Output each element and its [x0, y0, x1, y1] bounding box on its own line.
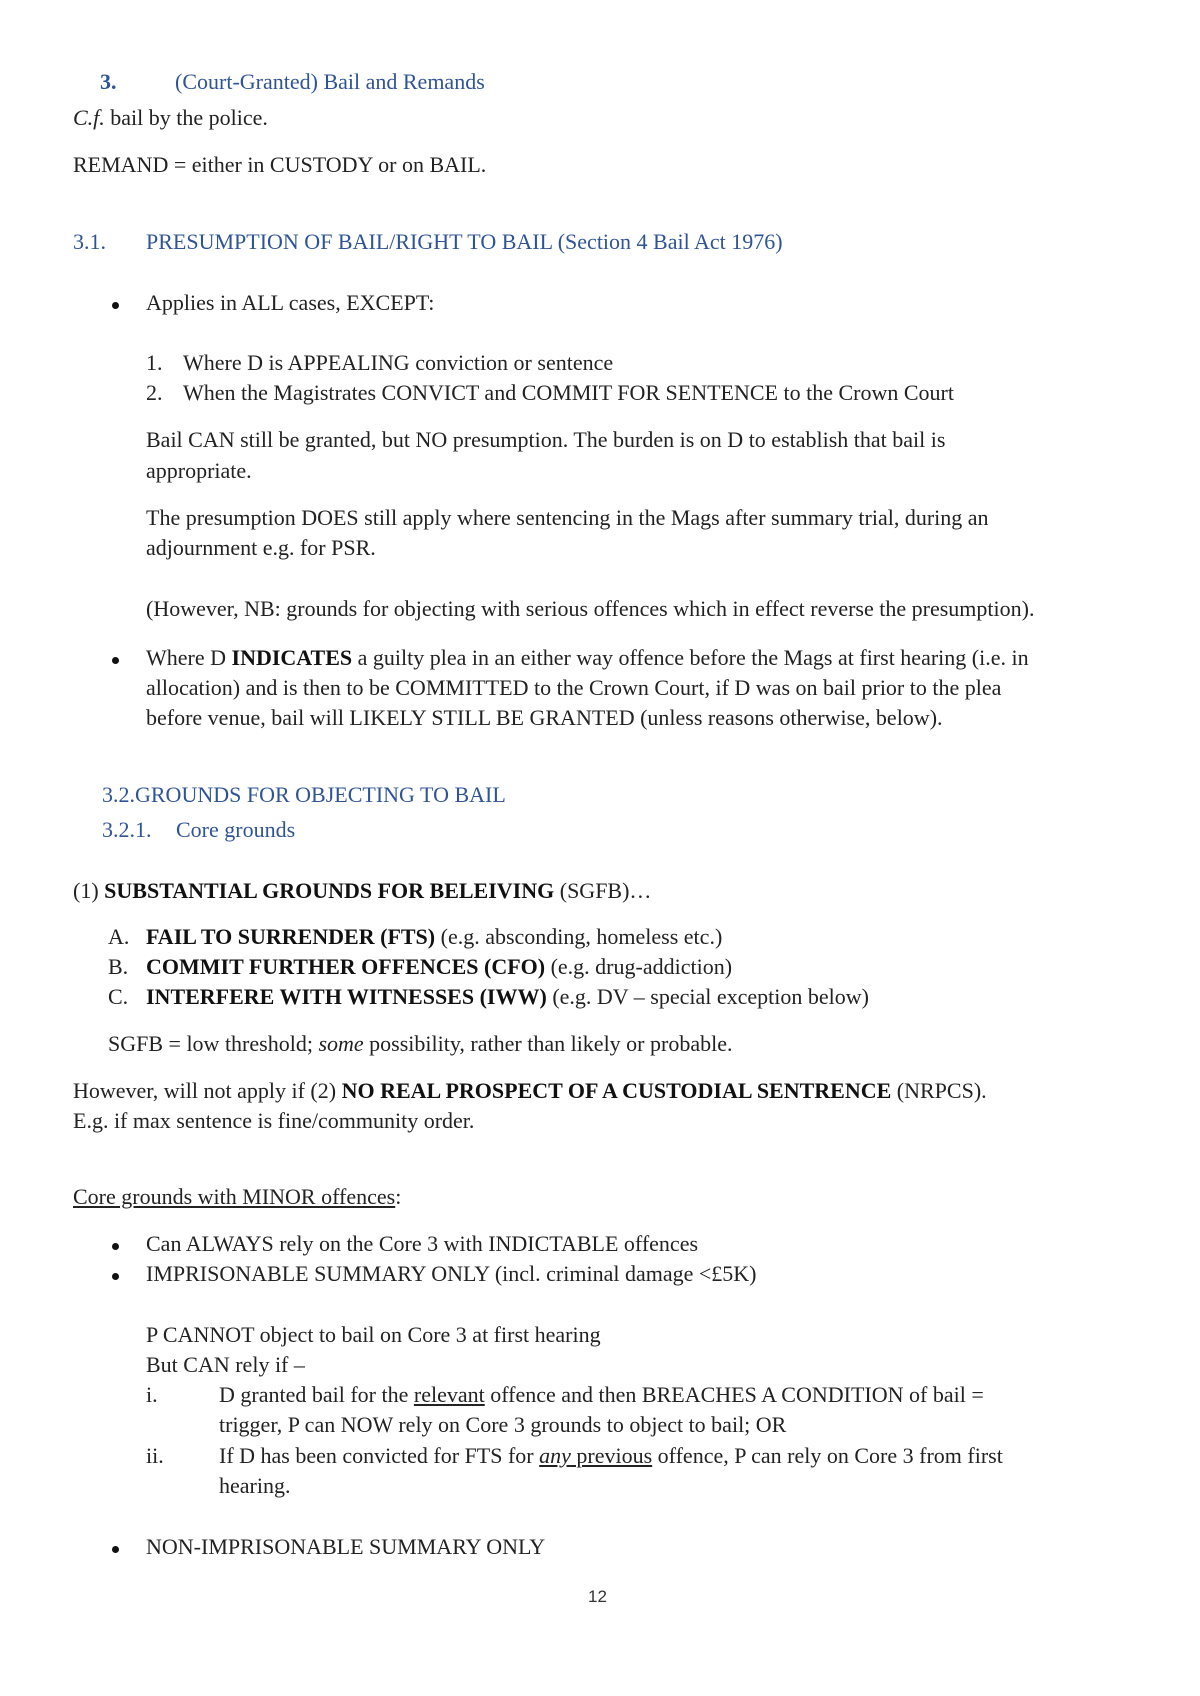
ground-b [146, 952, 732, 982]
ground-a-letter: A. [108, 924, 130, 949]
roman-ii-line-1 [219, 1441, 1003, 1471]
bullet-icon [112, 1243, 119, 1250]
roman-ii-underlined: previous [570, 1443, 653, 1468]
bullet-indicates-rest: a guilty plea in an either way offence before the Mags at first hearing (i.e. in [352, 645, 1029, 670]
exception-2-text: When the Magistrates CONVICT and COMMIT FOR SENTENCE to the Crown Court [183, 380, 954, 405]
exception-2-num: 2. [146, 380, 163, 405]
bullet-icon [112, 302, 119, 309]
bullet-icon [112, 1273, 119, 1280]
butcan-line: But CAN rely if – [146, 1352, 305, 1377]
presumption-line-2: adjournment e.g. for PSR. [146, 535, 376, 560]
exception-1-num: 1. [146, 350, 163, 375]
heading-3-number: 3. [100, 69, 117, 94]
bullet-applies: Applies in ALL cases, EXCEPT: [146, 290, 435, 315]
bullet-indicates-bold: INDICATES [231, 645, 353, 670]
last-bullet: NON-IMPRISONABLE SUMMARY ONLY [146, 1534, 546, 1559]
bullet-icon [112, 657, 119, 664]
nrpcs-line-2: E.g. if max sentence is fine/community order. [73, 1108, 475, 1133]
nrpcs-line-1 [73, 1076, 987, 1106]
section-3-2-1-title: Core grounds [176, 817, 296, 842]
roman-i-line-2: trigger, P can NOW rely on Core 3 grounds to object to bail; OR [219, 1412, 787, 1437]
bullet-icon [112, 1546, 119, 1553]
nrpcs-bold: NO REAL PROSPECT OF A CUSTODIAL SENTRENCE [341, 1078, 892, 1103]
roman-i-underlined: relevant [413, 1382, 485, 1407]
threshold-italic: some [318, 1031, 364, 1056]
minor-bullet-1: Can ALWAYS rely on the Core 3 with INDICTABLE offences [146, 1231, 699, 1256]
section-3-2-title: GROUNDS FOR OBJECTING TO BAIL [135, 782, 506, 807]
bullet-indicates-line-1 [146, 643, 1029, 673]
presumption-line-1: The presumption DOES still apply where sentencing in the Mags after summary trial, during an [146, 505, 989, 530]
ground-c-bold: INTERFERE WITH WITNESSES (IWW) [146, 984, 547, 1009]
roman-ii-pre: If D has been convicted for FTS for [219, 1443, 540, 1468]
exception-1-text: Where D is APPEALING conviction or sentence [183, 350, 614, 375]
remand-line: REMAND = either in CUSTODY or on BAIL. [73, 152, 487, 177]
minor-heading [73, 1182, 401, 1212]
roman-ii-line-2: hearing. [219, 1473, 291, 1498]
cf-italic: C.f. [73, 105, 105, 130]
ground-a-bold: FAIL TO SURRENDER (FTS) [146, 924, 436, 949]
threshold-rest: possibility, rather than likely or probable. [363, 1031, 733, 1056]
ground-c-letter: C. [108, 984, 129, 1009]
roman-i-rest: offence and then BREACHES A CONDITION of bail = [484, 1382, 984, 1407]
bullet-indicates-pre: Where D [146, 645, 232, 670]
sgfb-bold: SUBSTANTIAL GROUNDS FOR BELEIVING [104, 878, 555, 903]
roman-i-num: i. [146, 1382, 158, 1407]
heading-3 [100, 67, 117, 97]
ground-b-bold: COMMIT FURTHER OFFENCES (CFO) [146, 954, 546, 979]
bullet-indicates-line-2: allocation) and is then to be COMMITTED to the Crown Court, if D was on bail prior to the plea [146, 675, 1002, 700]
section-3-1-title: PRESUMPTION OF BAIL/RIGHT TO BAIL (Section 4 Bail Act 1976) [146, 229, 783, 254]
roman-i-line-1 [219, 1380, 984, 1410]
roman-ii-num: ii. [146, 1443, 164, 1468]
bullet-indicates-line-3: before venue, bail will LIKELY STILL BE GRANTED (unless reasons otherwise, below). [146, 705, 943, 730]
roman-ii-rest: offence, P can rely on Core 3 from first [652, 1443, 1003, 1468]
heading-3-title: (Court-Granted) Bail and Remands [175, 69, 485, 94]
section-3-2-1-number: 3.2.1. [102, 817, 152, 842]
minor-bullet-2: IMPRISONABLE SUMMARY ONLY (incl. criminal damage <£5K) [146, 1261, 757, 1286]
cannot-line: P CANNOT object to bail on Core 3 at first hearing [146, 1322, 601, 1347]
ground-b-rest: (e.g. drug-addiction) [545, 954, 733, 979]
ground-a [146, 922, 722, 952]
roman-ii-italic-underlined: any [539, 1443, 571, 1468]
section-3-2 [102, 780, 506, 810]
minor-heading-underlined: Core grounds with MINOR offences [73, 1184, 396, 1209]
roman-i-pre: D granted bail for the [219, 1382, 414, 1407]
page-number: 12 [588, 1587, 607, 1606]
cf-line [73, 103, 268, 133]
cf-rest: bail by the police. [104, 105, 268, 130]
nrpcs-pre: However, will not apply if (2) [73, 1078, 342, 1103]
ground-b-letter: B. [108, 954, 129, 979]
sgfb-line [73, 876, 651, 906]
sgfb-rest: (SGFB)… [554, 878, 652, 903]
nrpcs-rest: (NRPCS). [891, 1078, 987, 1103]
sgfb-prefix: (1) [73, 878, 105, 903]
section-3-1-number: 3.1. [73, 229, 106, 254]
minor-heading-colon: : [395, 1184, 402, 1209]
threshold-line [108, 1029, 732, 1059]
burden-line-2: appropriate. [146, 458, 252, 483]
ground-a-rest: (e.g. absconding, homeless etc.) [435, 924, 723, 949]
burden-line-1: Bail CAN still be granted, but NO presumption. The burden is on D to establish that bail is [146, 427, 946, 452]
threshold-pre: SGFB = low threshold; [108, 1031, 319, 1056]
section-3-2-number: 3.2. [102, 782, 135, 807]
however-note: (However, NB: grounds for objecting with serious offences which in effect reverse the presumption). [146, 596, 1035, 621]
ground-c [146, 982, 869, 1012]
ground-c-rest: (e.g. DV – special exception below) [546, 984, 869, 1009]
